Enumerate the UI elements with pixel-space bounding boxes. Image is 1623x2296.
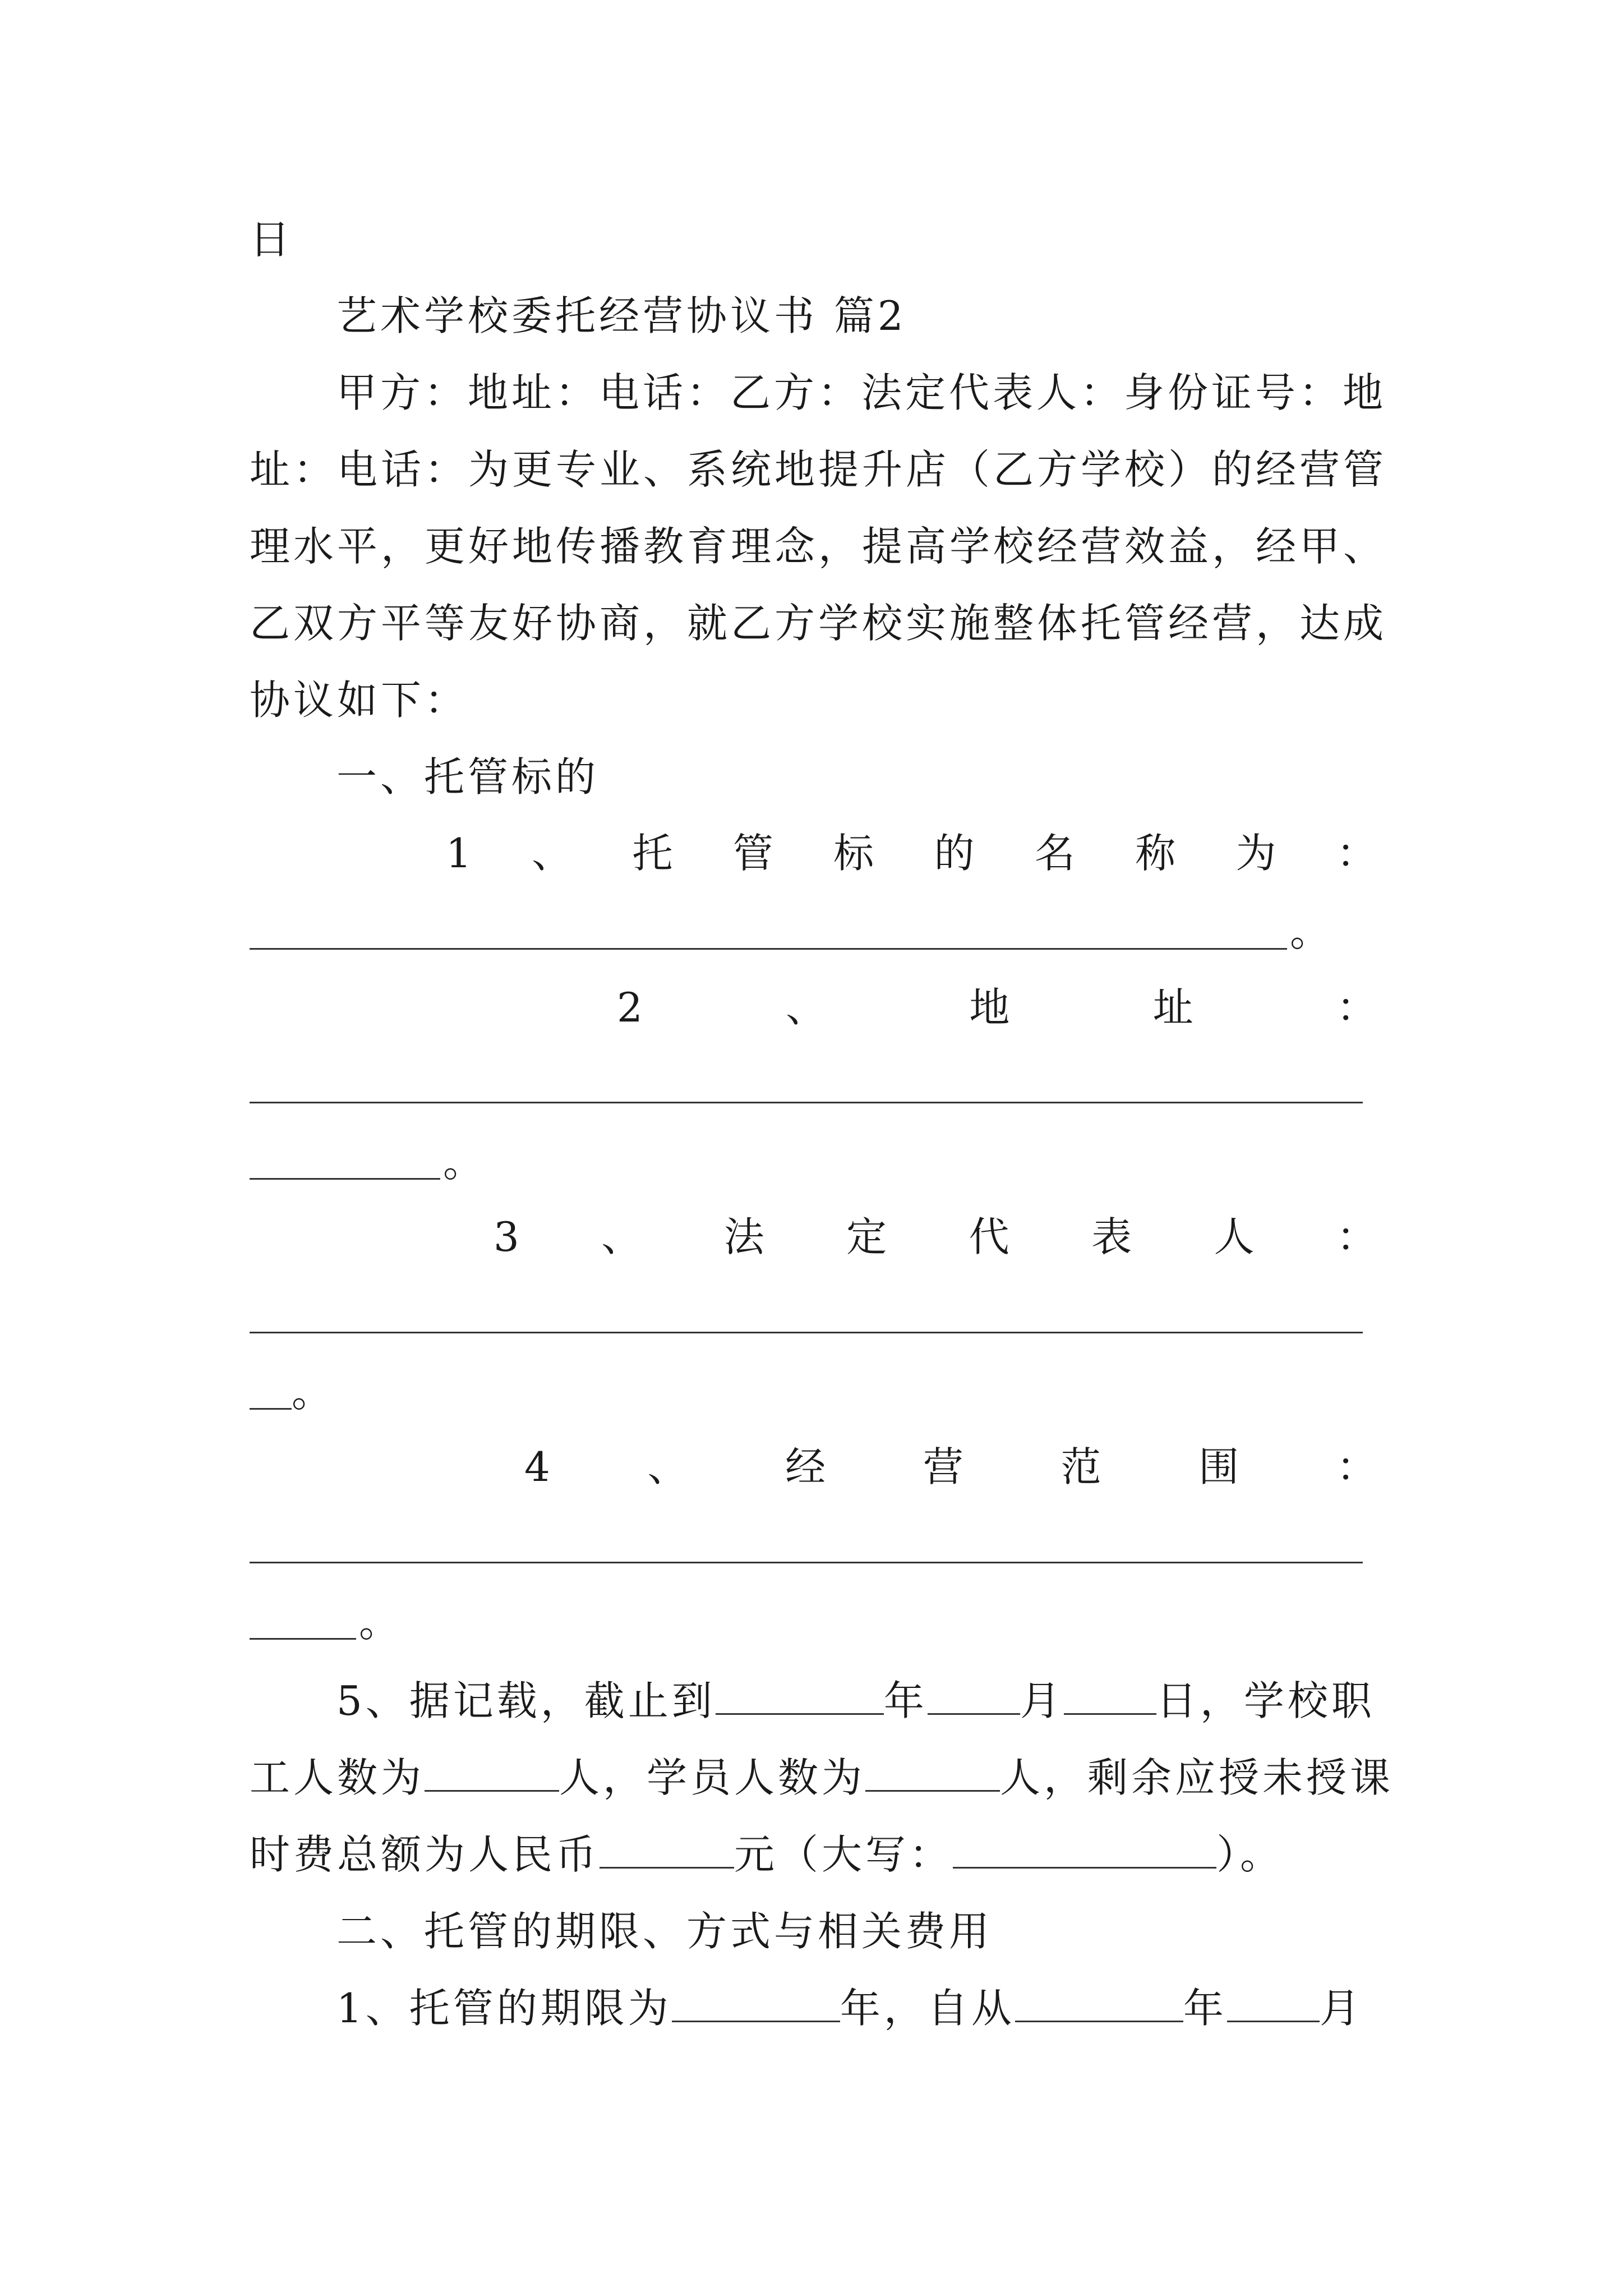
staff-count-blank[interactable] [425,1755,559,1792]
amount-blank[interactable] [600,1832,734,1869]
period: 。 [292,1369,336,1416]
text-line: 时费总额为人民币 元（大写： ）。 [250,1831,1284,1878]
fill-in-blank[interactable] [250,1102,1363,1103]
text-line: 工人数为 人，学员人数为 人，剩余应授未授课 [250,1754,1394,1801]
item-2-label: 2 、 地 址 ： [617,984,1377,1031]
text-line: 5、据记载，截止到 年 月 日，学校职 [336,1677,1375,1724]
clause-heading: 一、托管标的 [336,753,600,800]
section-heading: 艺术学校委托经营协议书 篇2 [336,292,907,339]
fill-in-blank[interactable] [250,1408,292,1410]
day-blank[interactable] [1064,1678,1156,1715]
student-count-blank[interactable] [865,1755,1000,1792]
fill-in-blank[interactable] [250,1332,1363,1333]
period: 。 [443,1139,487,1186]
text-line: 日 [250,216,294,263]
item-3-label: 3 、 法 定 代 表 人 ： [494,1213,1377,1260]
start-month-blank[interactable] [1227,1986,1320,2022]
text-line: 协议如下： [250,677,469,724]
item-4-label: 4 、 经 营 范 围 ： [524,1443,1377,1490]
text-line: 址：电话：为更专业、系统地提升店（乙方学校）的经营管 [250,446,1387,493]
item-1-label: 1 、 托 管 标 的 名 称 为 ： [446,830,1377,877]
period: 。 [359,1599,403,1646]
term-years-blank[interactable] [672,1986,840,2022]
fill-in-blank[interactable] [250,1178,440,1180]
text-line: 1、托管的期限为 年，自从 年 月 [336,1985,1363,2032]
fill-in-blank[interactable] [250,1638,356,1640]
period: 。 [1290,908,1334,955]
fill-in-blank[interactable] [250,948,1287,950]
clause-heading: 二、托管的期限、方式与相关费用 [336,1908,993,1955]
text-line: 甲方：地址：电话：乙方：法定代表人：身份证号：地 [336,369,1387,416]
year-blank[interactable] [716,1678,884,1715]
fill-in-blank[interactable] [250,1562,1363,1563]
start-year-blank[interactable] [1015,1986,1183,2022]
text-line: 理水平，更好地传播教育理念，提高学校经营效益，经甲、 [250,523,1387,570]
amount-words-blank[interactable] [953,1832,1216,1869]
text-line: 乙双方平等友好协商，就乙方学校实施整体托管经营，达成 [250,600,1387,647]
month-blank[interactable] [928,1678,1020,1715]
